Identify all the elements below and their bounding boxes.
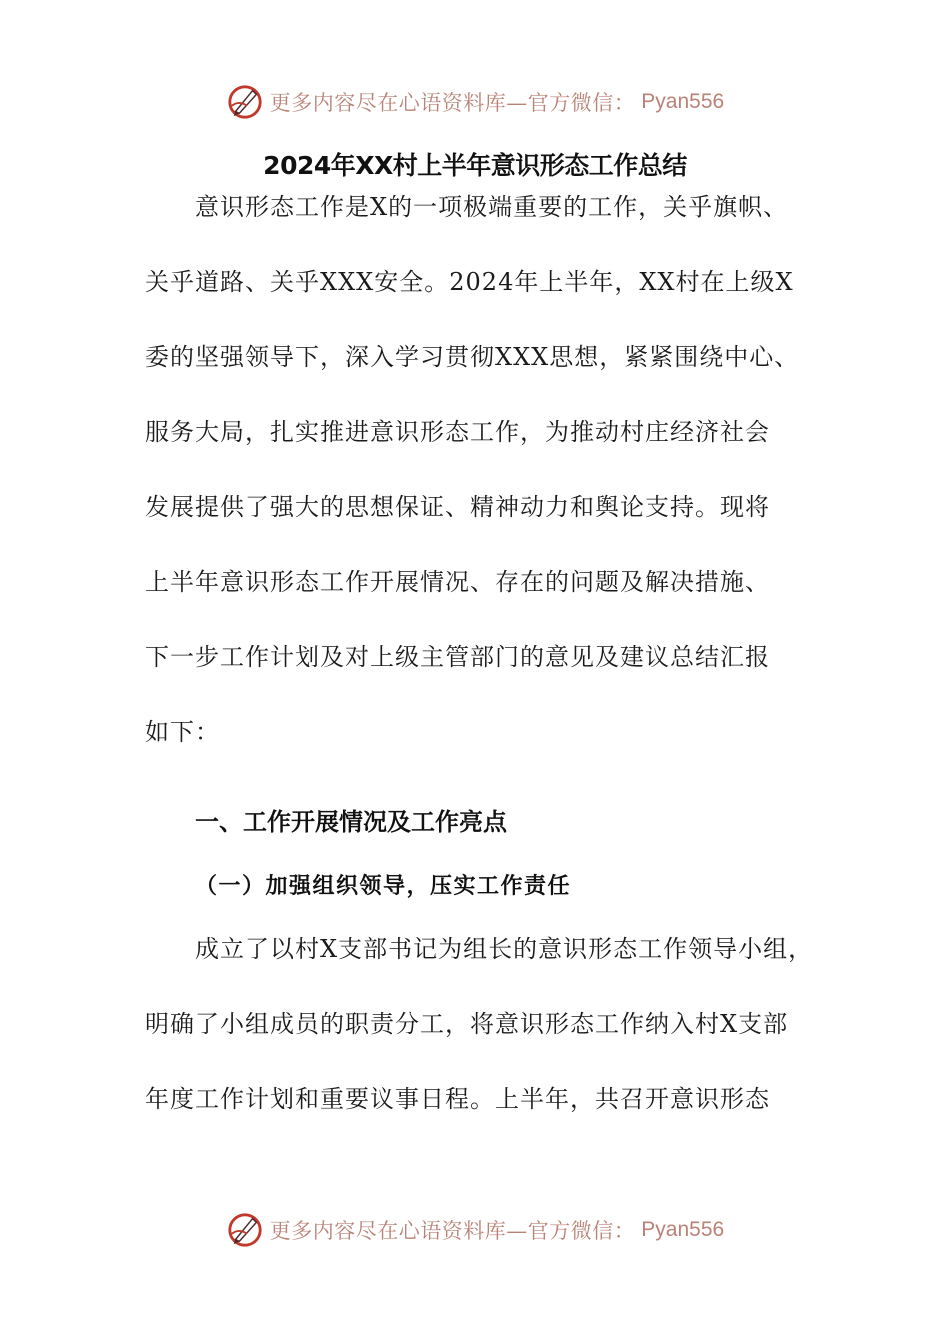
- intro-line: 下一步工作计划及对上级主管部门的意见及建议总结汇报: [145, 643, 770, 671]
- intro-paragraph: [145, 170, 825, 770]
- footer-banner-text: 更多内容尽在心语资料库—官方微信：: [269, 1219, 636, 1243]
- intro-line: 意识形态工作是X的一项极端重要的工作，关乎旗帜、: [195, 193, 789, 221]
- intro-line: 关乎道路、关乎XXX安全。2024年上半年，XX村在上级X: [145, 268, 794, 296]
- intro-line: 服务大局，扎实推进意识形态工作，为推动村庄经济社会: [145, 418, 770, 446]
- header-wechat-id: Pyan556: [641, 90, 725, 113]
- header-watermark-banner: [0, 80, 950, 124]
- subsection-line: 成立了以村X支部书记为组长的意识形态工作领导小组，: [195, 935, 814, 963]
- intro-line: 委的坚强领导下，深入学习贯彻XXX思想，紧紧围绕中心、: [145, 343, 800, 371]
- subsection-line: 年度工作计划和重要议事日程。上半年，共召开意识形态: [145, 1085, 770, 1113]
- brand-logo-icon: [226, 1211, 264, 1249]
- footer-wechat-id: Pyan556: [641, 1218, 725, 1241]
- subsection-line: 明确了小组成员的职责分工，将意识形态工作纳入村X支部: [145, 1010, 789, 1038]
- brand-logo-icon: [226, 83, 264, 121]
- header-banner-text: 更多内容尽在心语资料库—官方微信：: [269, 91, 636, 115]
- intro-line: 发展提供了强大的思想保证、精神动力和舆论支持。现将: [145, 493, 770, 521]
- subsection-1-paragraph: [145, 912, 825, 1137]
- intro-line: 如下：: [145, 718, 220, 746]
- document-title: 2024年XX村上半年意识形态工作总结: [263, 151, 687, 180]
- subsection-heading-1: （一）加强组织领导，压实工作责任: [195, 873, 572, 899]
- intro-line: 上半年意识形态工作开展情况、存在的问题及解决措施、: [145, 568, 770, 596]
- section-heading-1: 一、工作开展情况及工作亮点: [195, 808, 507, 836]
- footer-watermark-banner: [0, 1208, 950, 1252]
